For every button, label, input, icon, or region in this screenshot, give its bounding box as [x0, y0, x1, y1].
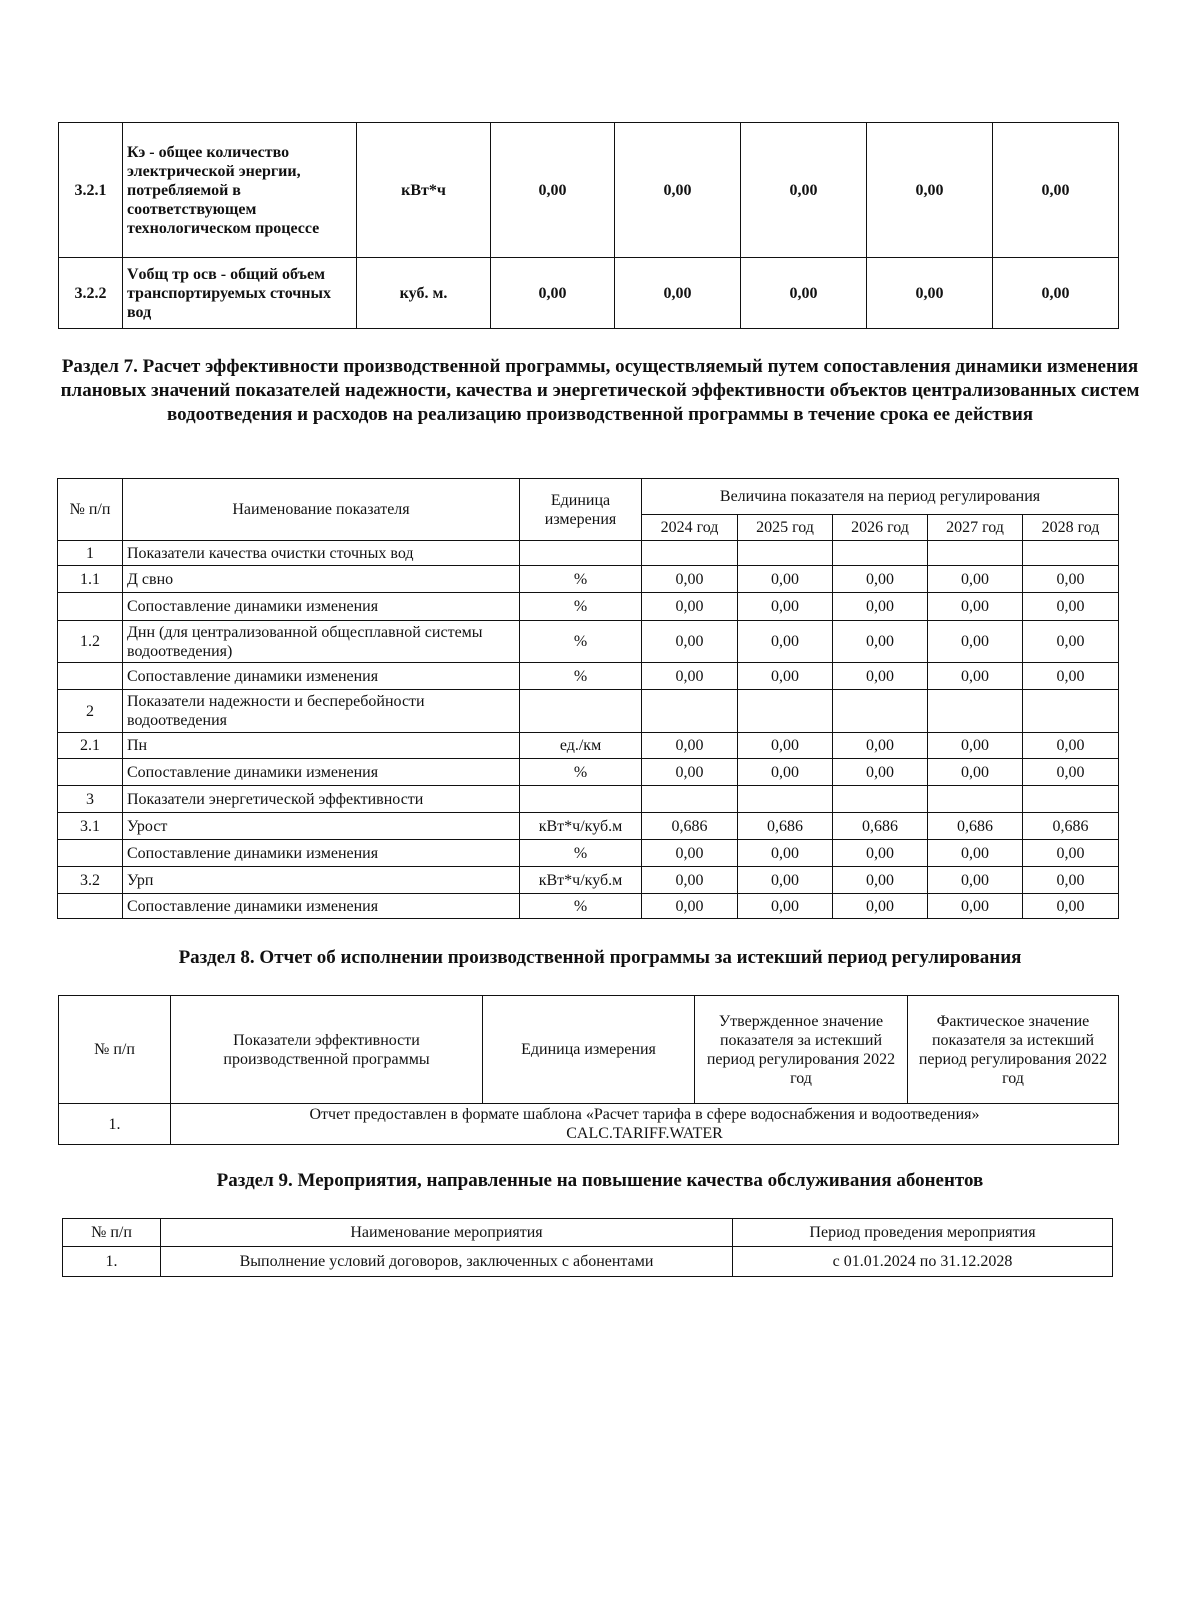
header-num: № п/п: [59, 996, 171, 1104]
row-value: [1023, 541, 1119, 566]
row-value: 0,00: [993, 258, 1119, 329]
row-value: 0,00: [1023, 663, 1119, 690]
section8-title: Раздел 8. Отчет об исполнении производственной программы за истекший период регулирования: [178, 947, 1022, 968]
row-name: Сопоставление динамики изменения: [123, 894, 520, 919]
row-value: 0,00: [928, 840, 1023, 867]
header-name: Наименование показателя: [123, 479, 520, 541]
row-value: 0,00: [928, 593, 1023, 621]
row-unit: куб. м.: [357, 258, 491, 329]
row-value: [928, 541, 1023, 566]
row-value: 0,00: [738, 867, 833, 894]
row-value: 0,686: [833, 813, 928, 840]
row-value: 0,686: [1023, 813, 1119, 840]
row-value: 0,00: [738, 894, 833, 919]
row-name: Кэ - общее количество электрической энергии, потребляемой в соответствующем технологическом процессе: [123, 123, 357, 258]
row-name: Сопоставление динамики изменения: [123, 663, 520, 690]
row-value: [928, 690, 1023, 733]
row-unit: кВт*ч/куб.м: [520, 813, 642, 840]
header-num: № п/п: [63, 1219, 161, 1247]
row-value: 0,00: [1023, 840, 1119, 867]
header-indicators: Показатели эффективности производственной программы: [171, 996, 483, 1104]
row-value: 0,00: [615, 123, 741, 258]
energy-table: [58, 122, 1119, 329]
row-value: [738, 786, 833, 813]
row-value: [833, 541, 928, 566]
row-num: 3.2.2: [59, 258, 123, 329]
efficiency-table: [57, 478, 1119, 919]
row-num: 1.2: [58, 621, 123, 663]
row-value: 0,00: [928, 867, 1023, 894]
row-name: Пн: [123, 733, 520, 759]
row-num: 3: [58, 786, 123, 813]
table-row: [58, 663, 1119, 690]
table-row: [58, 690, 1119, 733]
row-value: 0,00: [738, 621, 833, 663]
row-value: 0,00: [738, 840, 833, 867]
table-row: [58, 566, 1119, 593]
header-approved: Утвержденное значение показателя за истекший период регулирования 2022 год: [695, 996, 908, 1104]
section7-title: Раздел 7. Расчет эффективности производственной программы, осуществляемый путем сопоставления динамики изменения плановых значений показателей надежности, качества и энергетической эффективности объектов централизованных систем водоотведения и расходов на реализацию производственной программы в течение срока ее действия: [60, 356, 1140, 425]
row-value: 0,00: [833, 566, 928, 593]
section9-title: Раздел 9. Мероприятия, направленные на повышение качества обслуживания абонентов: [216, 1170, 984, 1191]
row-value: 0,00: [642, 759, 738, 786]
row-name: Показатели надежности и бесперебойности водоотведения: [123, 690, 520, 733]
row-value: 0,00: [741, 123, 867, 258]
row-name: Сопоставление динамики изменения: [123, 759, 520, 786]
row-value: 0,00: [928, 566, 1023, 593]
row-value: 0,00: [833, 894, 928, 919]
header-num: № п/п: [58, 479, 123, 541]
row-value: 0,00: [1023, 593, 1119, 621]
measure-period: с 01.01.2024 по 31.12.2028: [733, 1247, 1113, 1277]
row-value: 0,00: [642, 663, 738, 690]
row-value: 0,00: [642, 894, 738, 919]
row-value: [642, 541, 738, 566]
table-row: [58, 733, 1119, 759]
header-measure: Наименование мероприятия: [161, 1219, 733, 1247]
row-value: [642, 690, 738, 733]
row-value: 0,00: [867, 123, 993, 258]
row-value: 0,00: [1023, 867, 1119, 894]
row-value: 0,00: [1023, 759, 1119, 786]
header-year: 2026 год: [833, 515, 928, 541]
row-num: [58, 840, 123, 867]
row-value: 0,00: [833, 593, 928, 621]
row-value: 0,00: [928, 894, 1023, 919]
row-value: 0,00: [738, 759, 833, 786]
table-row: [59, 123, 1119, 258]
row-value: 0,00: [1023, 894, 1119, 919]
row-value: [833, 690, 928, 733]
row-num: 3.2.1: [59, 123, 123, 258]
row-name: Сопоставление динамики изменения: [123, 840, 520, 867]
header-unit: Единица измерения: [520, 479, 642, 541]
row-unit: %: [520, 566, 642, 593]
row-value: 0,686: [642, 813, 738, 840]
table-row: [58, 867, 1119, 894]
header-year: 2027 год: [928, 515, 1023, 541]
row-unit: %: [520, 759, 642, 786]
row-value: 0,00: [491, 123, 615, 258]
row-value: 0,00: [867, 258, 993, 329]
row-value: 0,00: [491, 258, 615, 329]
row-num: 2: [58, 690, 123, 733]
table-row: [58, 894, 1119, 919]
header-period: Величина показателя на период регулирования: [642, 479, 1119, 515]
row-value: 0,00: [1023, 566, 1119, 593]
row-name: Показатели энергетической эффективности: [123, 786, 520, 813]
row-unit: %: [520, 663, 642, 690]
row-value: 0,00: [738, 566, 833, 593]
row-value: 0,00: [833, 663, 928, 690]
row-num: 2.1: [58, 733, 123, 759]
row-unit: кВт*ч/куб.м: [520, 867, 642, 894]
row-value: 0,686: [928, 813, 1023, 840]
row-name: Vобщ тр осв - общий объем транспортируемых сточных вод: [123, 258, 357, 329]
row-unit: %: [520, 621, 642, 663]
row-value: 0,00: [642, 566, 738, 593]
row-num: [58, 894, 123, 919]
row-value: 0,00: [993, 123, 1119, 258]
header-actual: Фактическое значение показателя за истекший период регулирования 2022 год: [908, 996, 1119, 1104]
header-unit: Единица измерения: [483, 996, 695, 1104]
row-value: [833, 786, 928, 813]
row-num: 1.1: [58, 566, 123, 593]
row-value: 0,00: [928, 621, 1023, 663]
row-value: 0,00: [833, 840, 928, 867]
measures-table: [62, 1218, 1113, 1277]
row-value: [738, 541, 833, 566]
row-value: 0,00: [642, 840, 738, 867]
table-row: [59, 258, 1119, 329]
header-period: Период проведения мероприятия: [733, 1219, 1113, 1247]
row-name: Урост: [123, 813, 520, 840]
row-name: Урп: [123, 867, 520, 894]
row-num: 3.2: [58, 867, 123, 894]
table-row: [58, 621, 1119, 663]
row-unit: [520, 786, 642, 813]
row-name: Днн (для централизованной общесплавной системы водоотведения): [123, 621, 520, 663]
row-value: 0,00: [1023, 621, 1119, 663]
row-value: 0,686: [738, 813, 833, 840]
row-value: 0,00: [833, 733, 928, 759]
row-unit: %: [520, 840, 642, 867]
row-num: 1.: [59, 1104, 171, 1145]
row-value: 0,00: [642, 867, 738, 894]
row-unit: ед./км: [520, 733, 642, 759]
header-year: 2024 год: [642, 515, 738, 541]
report-note: Отчет предоставлен в формате шаблона «Расчет тарифа в сфере водоснабжения и водоотведения» CALC.TARIFF.WATER: [171, 1104, 1119, 1145]
row-value: [642, 786, 738, 813]
row-value: 0,00: [833, 759, 928, 786]
row-value: [1023, 690, 1119, 733]
row-value: 0,00: [642, 621, 738, 663]
row-num: 3.1: [58, 813, 123, 840]
table-row: [58, 840, 1119, 867]
row-value: 0,00: [833, 867, 928, 894]
row-value: 0,00: [928, 759, 1023, 786]
row-num: 1.: [63, 1247, 161, 1277]
row-name: Показатели качества очистки сточных вод: [123, 541, 520, 566]
row-value: 0,00: [928, 663, 1023, 690]
row-value: 0,00: [741, 258, 867, 329]
row-value: 0,00: [642, 733, 738, 759]
row-value: 0,00: [642, 593, 738, 621]
row-value: [738, 690, 833, 733]
row-unit: [520, 541, 642, 566]
row-value: 0,00: [738, 593, 833, 621]
measure-name: Выполнение условий договоров, заключенных с абонентами: [161, 1247, 733, 1277]
row-unit: %: [520, 894, 642, 919]
row-value: [928, 786, 1023, 813]
row-value: 0,00: [1023, 733, 1119, 759]
row-num: [58, 759, 123, 786]
table-row: [58, 541, 1119, 566]
row-num: 1: [58, 541, 123, 566]
report-table: [58, 995, 1119, 1145]
row-name: Д свно: [123, 566, 520, 593]
table-row: [58, 786, 1119, 813]
row-value: 0,00: [615, 258, 741, 329]
header-year: 2025 год: [738, 515, 833, 541]
row-value: 0,00: [738, 733, 833, 759]
row-num: [58, 593, 123, 621]
row-value: 0,00: [833, 621, 928, 663]
row-unit: [520, 690, 642, 733]
table-row: [58, 813, 1119, 840]
row-value: 0,00: [928, 733, 1023, 759]
row-name: Сопоставление динамики изменения: [123, 593, 520, 621]
row-value: 0,00: [738, 663, 833, 690]
row-unit: кВт*ч: [357, 123, 491, 258]
table-row: [58, 759, 1119, 786]
header-year: 2028 год: [1023, 515, 1119, 541]
row-unit: %: [520, 593, 642, 621]
row-num: [58, 663, 123, 690]
table-row: [58, 593, 1119, 621]
row-value: [1023, 786, 1119, 813]
